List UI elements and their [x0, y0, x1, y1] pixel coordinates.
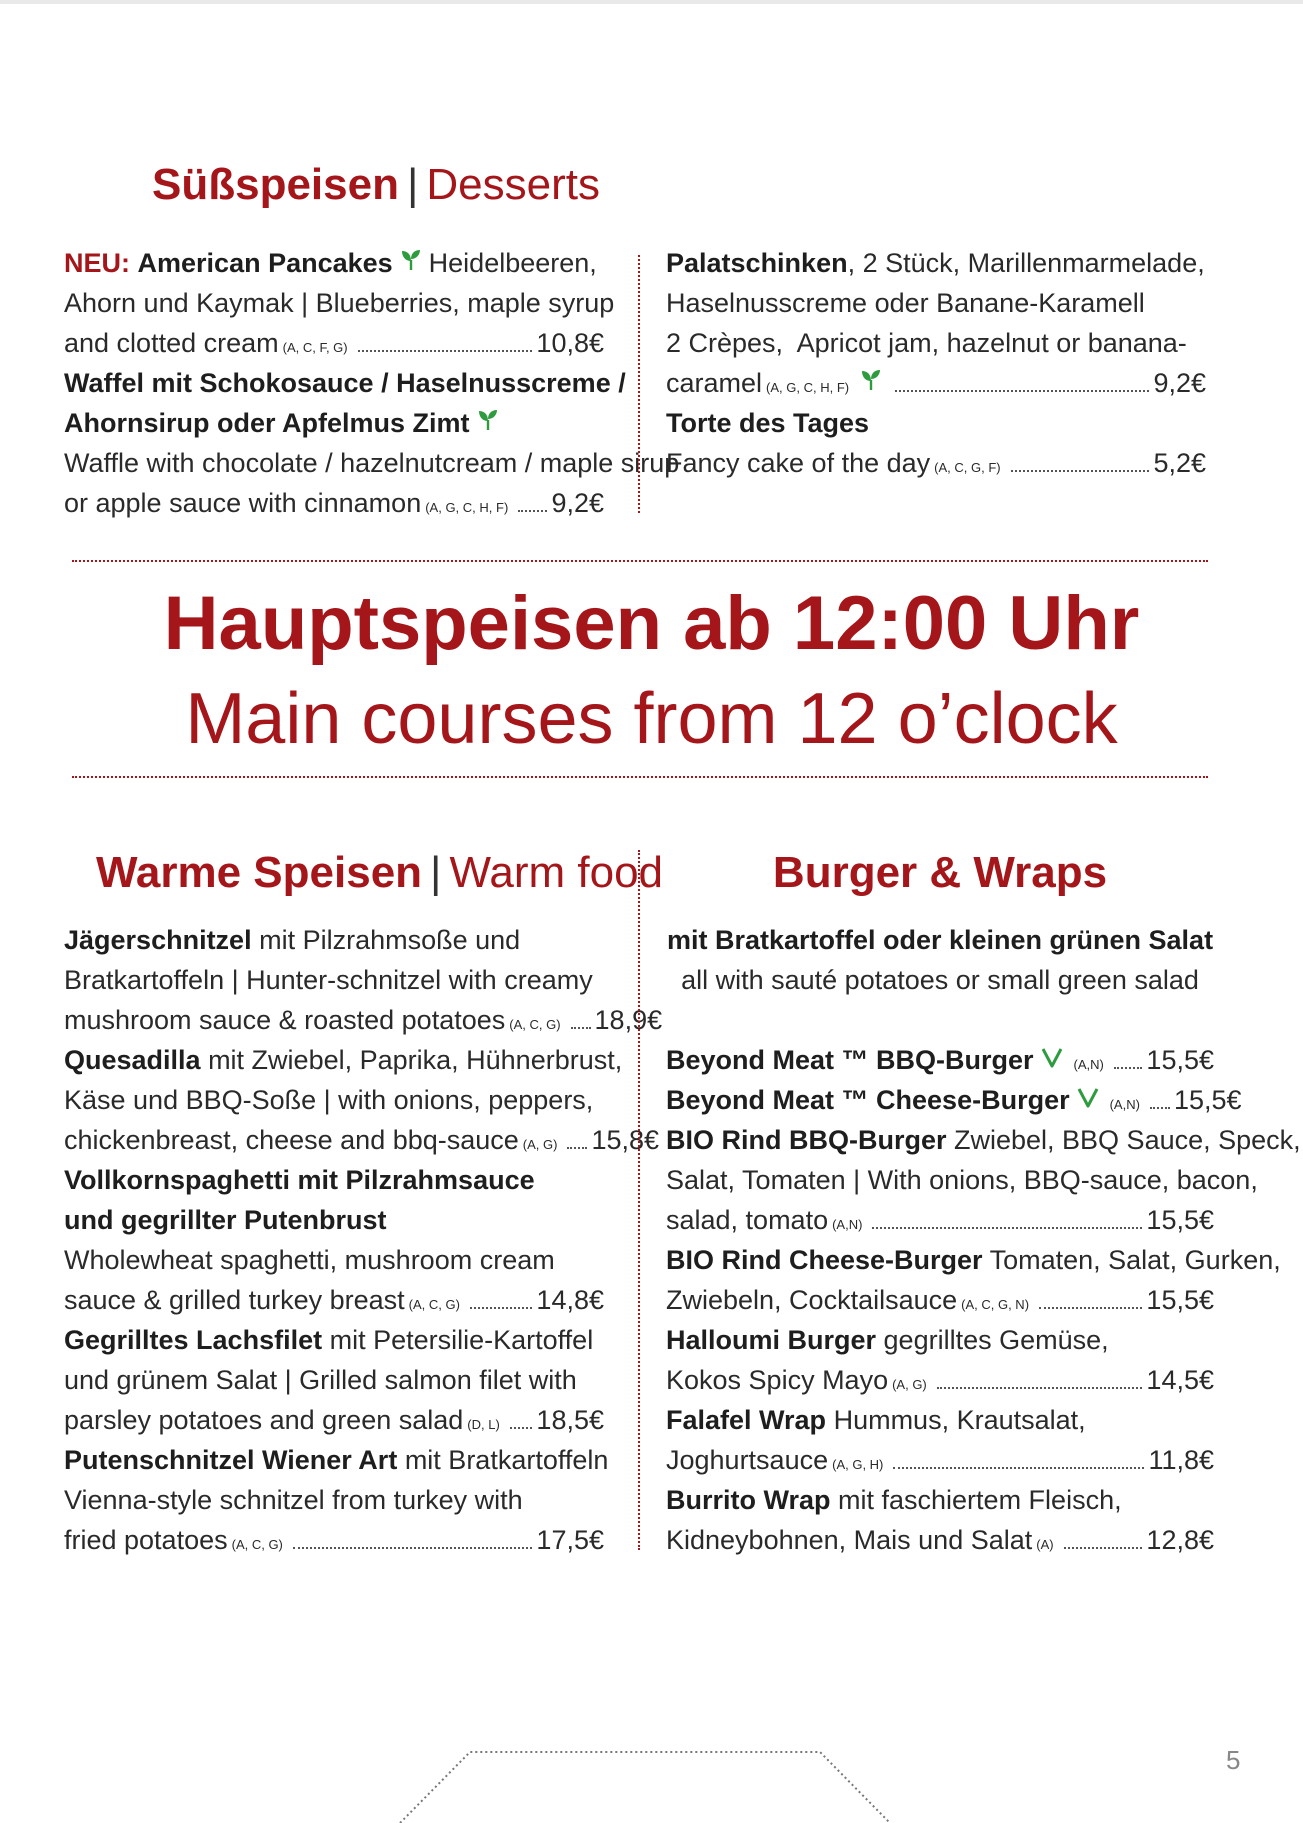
- price: 14,8€: [536, 1285, 604, 1315]
- dish-name: und gegrillter Putenbrust: [64, 1205, 387, 1235]
- dish-description: Kidneybohnen, Mais und Salat: [666, 1525, 1033, 1555]
- menu-line: [64, 443, 680, 483]
- price-leader-dots: [510, 1427, 533, 1429]
- dish-description: Bratkartoffeln | Hunter-schnitzel with creamy: [64, 965, 593, 995]
- main-divider-top: [72, 560, 1208, 562]
- menu-line: [666, 1320, 1214, 1360]
- dish-description: parsley potatoes and green salad: [64, 1405, 464, 1435]
- menu-line: Joghurtsauce (A, G, H) 11,8€: [666, 1440, 1214, 1480]
- warm-food-list: [64, 920, 663, 1560]
- price: 17,5€: [536, 1525, 604, 1555]
- dish-description: Käse und BBQ-Soße | with onions, peppers,: [64, 1085, 594, 1115]
- top-band: [0, 0, 1303, 4]
- price-leader-dots: [518, 510, 547, 512]
- dish-name: Vollkornspaghetti mit Pilzrahmsauce: [64, 1165, 535, 1195]
- menu-line: parsley potatoes and green salad (D, L) 18,5€: [64, 1400, 604, 1440]
- menu-line: [64, 960, 604, 1000]
- menu-line: [666, 1400, 1214, 1440]
- dish-name: Falafel Wrap: [666, 1405, 827, 1435]
- leaf-icon: [476, 403, 500, 427]
- main-divider-bottom: [72, 776, 1208, 778]
- price-leader-dots: [893, 1467, 1144, 1469]
- menu-line: [64, 403, 604, 443]
- dish-description: Kokos Spicy Mayo: [666, 1365, 889, 1395]
- leaf-icon: [859, 363, 883, 387]
- menu-line: salad, tomato (A,N) 15,5€: [666, 1200, 1214, 1240]
- burger-subtitle-en: all with sauté potatoes or small green salad: [681, 965, 1199, 995]
- bottom-decoration: [0, 1740, 1303, 1823]
- dish-name: Jägerschnitzel: [64, 925, 252, 955]
- price-leader-dots: [567, 1147, 587, 1149]
- price-leader-dots: [1064, 1547, 1143, 1549]
- menu-line: [64, 283, 615, 323]
- warm-food-title: Warme Speisen | Warm food: [96, 848, 664, 897]
- price-leader-dots: [895, 390, 1149, 392]
- dish-description: mushroom sauce & roasted potatoes: [64, 1005, 506, 1035]
- vegan-v-icon: [1040, 1040, 1064, 1064]
- dish-description: , 2 Stück, Marillenmarmelade,: [847, 248, 1205, 278]
- page-number: 5: [1226, 1745, 1241, 1775]
- menu-line: Kokos Spicy Mayo (A, G) 14,5€: [666, 1360, 1214, 1400]
- menu-line: [64, 1480, 604, 1520]
- menu-line: chickenbreast, cheese and bbq-sauce (A, G) 15,8€: [64, 1120, 604, 1160]
- menu-line: Fancy cake of the day (A, C, G, F) 5,2€: [666, 443, 1206, 483]
- dish-name: Gegrilltes Lachsfilet: [64, 1325, 323, 1355]
- dish-description: mit Zwiebel, Paprika, Hühnerbrust,: [200, 1045, 623, 1075]
- price-leader-dots: [1150, 1107, 1170, 1109]
- dish-description: caramel: [666, 368, 763, 398]
- price-leader-dots: [1011, 470, 1150, 472]
- price: 15,5€: [1146, 1285, 1214, 1315]
- dish-description: Zwiebeln, Cocktailsauce: [666, 1285, 958, 1315]
- burger-subtitle-de: mit Bratkartoffel oder kleinen grünen Salat: [666, 925, 1214, 955]
- menu-line: mushroom sauce & roasted potatoes (A, C, G) 18,9€: [64, 1000, 604, 1040]
- burger-title: Burger & Wraps: [772, 848, 1108, 897]
- menu-line: [666, 1160, 1258, 1200]
- dish-description: and clotted cream: [64, 328, 279, 358]
- menu-line: [64, 363, 626, 403]
- dish-name: Beyond Meat ™ Cheese-Burger: [666, 1085, 1070, 1115]
- menu-line: [64, 1160, 604, 1200]
- dish-description: Heidelbeeren,: [428, 248, 597, 278]
- menu-line: [64, 920, 604, 960]
- price: 15,5€: [1146, 1205, 1214, 1235]
- main-column-divider: [638, 850, 640, 1550]
- dish-description: gegrilltes Gemüse,: [876, 1325, 1109, 1355]
- price-leader-dots: [293, 1547, 533, 1549]
- dish-description: mit Bratkartoffeln: [397, 1445, 609, 1475]
- menu-line: [64, 243, 604, 283]
- dish-description: Joghurtsauce: [666, 1445, 829, 1475]
- dish-description: Wholewheat spaghetti, mushroom cream: [64, 1245, 555, 1275]
- menu-line: [666, 323, 1206, 363]
- dish-name: Quesadilla: [64, 1045, 201, 1075]
- desserts-column-divider: [638, 255, 640, 513]
- menu-line: [64, 1440, 609, 1480]
- dish-name: Burrito Wrap: [666, 1485, 831, 1515]
- menu-line: Kidneybohnen, Mais und Salat (A) 12,8€: [666, 1520, 1214, 1560]
- dish-description: Hummus, Krautsalat,: [826, 1405, 1086, 1435]
- price-leader-dots: [571, 1027, 591, 1029]
- price: 15,8€: [591, 1125, 660, 1155]
- leaf-icon: [399, 243, 423, 267]
- price-leader-dots: [937, 1387, 1143, 1389]
- dish-name: Palatschinken: [666, 248, 848, 278]
- dish-description: mit Petersilie-Kartoffel: [322, 1325, 594, 1355]
- main-courses-title-en: Main courses from 12 o’clock: [185, 679, 1118, 759]
- vegan-v-icon: [1076, 1080, 1100, 1104]
- dish-description: und grünem Salat | Grilled salmon filet with: [64, 1365, 577, 1395]
- menu-line: [666, 243, 1206, 283]
- price: 5,2€: [1153, 448, 1206, 478]
- price-leader-dots: [872, 1227, 1142, 1229]
- dish-name: Torte des Tages: [666, 408, 870, 438]
- dish-description: or apple sauce with cinnamon: [64, 488, 422, 518]
- price: 18,5€: [536, 1405, 604, 1435]
- menu-line: or apple sauce with cinnamon (A, G, C, H, F) 9,2€: [64, 483, 604, 523]
- dish-description: sauce & grilled turkey breast: [64, 1285, 405, 1315]
- price: 9,2€: [1153, 368, 1206, 398]
- menu-line: caramel (A, G, C, H, F) 9,2€: [666, 363, 1206, 403]
- dish-description: mit faschiertem Fleisch,: [830, 1485, 1122, 1515]
- dish-description: Fancy cake of the day: [666, 448, 931, 478]
- dish-description: Vienna-style schnitzel from turkey with: [64, 1485, 523, 1515]
- menu-line: [64, 1360, 604, 1400]
- menu-line: sauce & grilled turkey breast (A, C, G) 14,8€: [64, 1280, 604, 1320]
- main-courses-title-de: Hauptspeisen ab 12:00 Uhr: [163, 581, 1140, 666]
- burger-subtitle: [666, 920, 1214, 1000]
- dish-name: American Pancakes: [137, 248, 393, 278]
- dish-description: 2 Crèpes, Apricot jam, hazelnut or banana-: [666, 328, 1187, 358]
- dish-description: mit Pilzrahmsoße und: [251, 925, 521, 955]
- price: 15,5€: [1173, 1085, 1242, 1115]
- price: 10,8€: [536, 328, 604, 358]
- dish-description: salad, tomato: [666, 1205, 829, 1235]
- menu-line: [64, 1080, 604, 1120]
- menu-line: [666, 1120, 1301, 1160]
- dish-name: Beyond Meat ™ BBQ-Burger: [666, 1045, 1034, 1075]
- menu-line: Beyond Meat ™ Cheese-Burger (A,N) 15,5€: [666, 1080, 1214, 1120]
- price-leader-dots: [1114, 1067, 1143, 1069]
- dish-description: Waffle with chocolate / hazelnutcream / maple sirup: [64, 448, 680, 478]
- dish-name: Ahornsirup oder Apfelmus Zimt: [64, 408, 470, 438]
- dish-description: Zwiebel, BBQ Sauce, Speck,: [946, 1125, 1301, 1155]
- menu-line: Zwiebeln, Cocktailsauce (A, C, G, N) 15,5€: [666, 1280, 1214, 1320]
- new-badge: NEU:: [64, 248, 130, 278]
- price: 11,8€: [1148, 1445, 1214, 1475]
- dish-description: Salat, Tomaten | With onions, BBQ-sauce, bacon,: [666, 1165, 1258, 1195]
- menu-line: [666, 1480, 1214, 1520]
- burger-list: [666, 1040, 1301, 1560]
- menu-line: fried potatoes (A, C, G) 17,5€: [64, 1520, 604, 1560]
- dish-description: Haselnusscreme oder Banane-Karamell: [666, 288, 1145, 318]
- menu-line: [64, 1040, 623, 1080]
- price-leader-dots: [1039, 1307, 1142, 1309]
- menu-line: [666, 1240, 1281, 1280]
- desserts-right-column: [666, 243, 1206, 483]
- price: 15,5€: [1146, 1045, 1214, 1075]
- price-leader-dots: [358, 350, 533, 352]
- price: 14,5€: [1146, 1365, 1214, 1395]
- menu-line: [64, 1200, 604, 1240]
- dish-name: BIO Rind BBQ-Burger: [666, 1125, 947, 1155]
- dish-name: Waffel mit Schokosauce / Haselnusscreme /: [64, 368, 626, 398]
- desserts-title: Süßspeisen | Desserts: [152, 160, 600, 209]
- menu-line: [64, 1240, 604, 1280]
- price-leader-dots: [470, 1307, 532, 1309]
- desserts-left-column: [64, 243, 680, 523]
- dish-description: Ahorn und Kaymak | Blueberries, maple syrup: [64, 288, 615, 318]
- price: 18,9€: [594, 1005, 663, 1035]
- dish-name: Halloumi Burger: [666, 1325, 877, 1355]
- dish-description: Tomaten, Salat, Gurken,: [982, 1245, 1281, 1275]
- dish-name: BIO Rind Cheese-Burger: [666, 1245, 983, 1275]
- menu-line: [64, 1320, 604, 1360]
- menu-line: Beyond Meat ™ BBQ-Burger (A,N) 15,5€: [666, 1040, 1214, 1080]
- price: 9,2€: [551, 488, 604, 518]
- price: 12,8€: [1146, 1525, 1214, 1555]
- dish-name: Putenschnitzel Wiener Art: [64, 1445, 398, 1475]
- dish-description: chickenbreast, cheese and bbq-sauce: [64, 1125, 519, 1155]
- menu-line: and clotted cream (A, C, F, G) 10,8€: [64, 323, 604, 363]
- menu-line: [666, 403, 1206, 443]
- menu-line: [666, 283, 1206, 323]
- dish-description: fried potatoes: [64, 1525, 228, 1555]
